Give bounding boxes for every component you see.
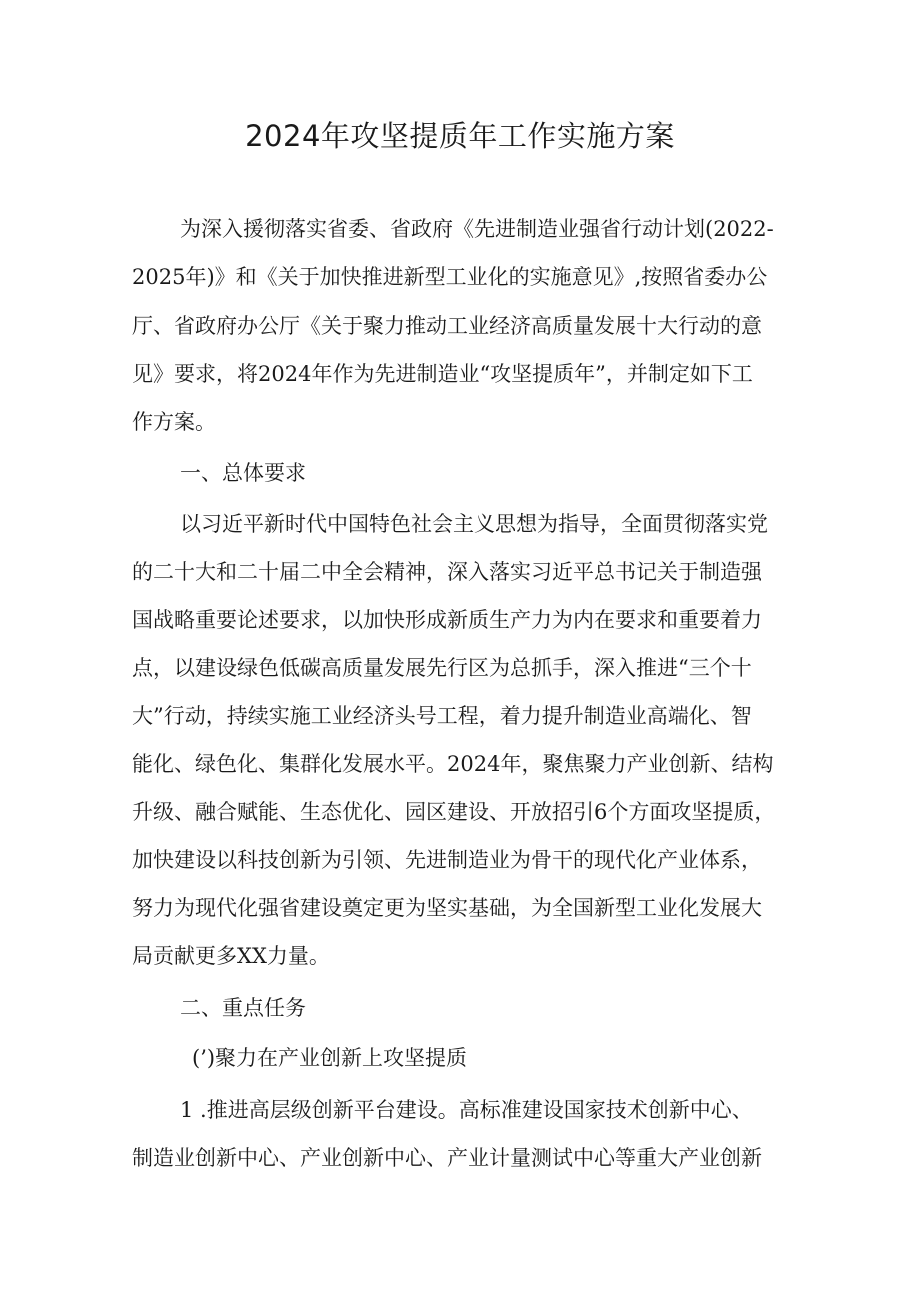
section1-line: 局贡献更多XX力量。 — [132, 944, 330, 968]
section-heading-overall-requirements: 一、总体要求 — [180, 461, 306, 485]
section1-line: 能化、绿色化、集群化发展水平。2024年，聚焦聚力产业创新、结构 — [132, 752, 774, 776]
section1-line: 以习近平新时代中国特色社会主义思想为指导，全面贯彻落实党 — [180, 512, 768, 536]
item-line: 制造业创新中心、产业创新中心、产业计量测试中心等重大产业创新 — [132, 1146, 762, 1170]
intro-line: 为深入援彻落实省委、省政府《先进制造业强省行动计划(2022- — [180, 217, 774, 241]
intro-line: 厅、省政府办公厅《关于聚力推动工业经济高质量发展十大行动的意 — [132, 314, 762, 338]
section-heading-key-tasks: 二、重点任务 — [180, 996, 306, 1020]
intro-line: 2025年)》和《关于加快推进新型工业化的实施意见》,按照省委办公 — [132, 265, 768, 289]
subsection-heading: (’)聚力在产业创新上攻坚提质 — [192, 1046, 468, 1070]
section1-line: 大”行动，持续实施工业经济头号工程，着力提升制造业高端化、智 — [132, 704, 752, 728]
intro-line: 作方案。 — [132, 410, 216, 434]
document-title: 2024年攻坚提质年工作实施方案 — [245, 119, 675, 153]
intro-line: 见》要求，将2024年作为先进制造业“攻坚提质年”，并制定如下工 — [132, 362, 753, 386]
section1-line: 的二十大和二十届二中全会精神，深入落实习近平总书记关于制造强 — [132, 560, 762, 584]
item-line: 1 .推进高层级创新平台建设。高标准建设国家技术创新中心、 — [180, 1098, 753, 1122]
section1-line: 国战略重要论述要求，以加快形成新质生产力为内在要求和重要着力 — [132, 608, 762, 632]
section1-line: 点，以建设绿色低碳高质量发展先行区为总抓手，深入推进“三个十 — [132, 656, 752, 680]
section1-line: 升级、融合赋能、生态优化、园区建设、开放招引6个方面攻坚提质， — [132, 800, 776, 824]
section1-line: 加快建设以科技创新为引领、先进制造业为骨干的现代化产业体系， — [132, 848, 762, 872]
section1-line: 努力为现代化强省建设奠定更为坚实基础，为全国新型工业化发展大 — [132, 896, 762, 920]
